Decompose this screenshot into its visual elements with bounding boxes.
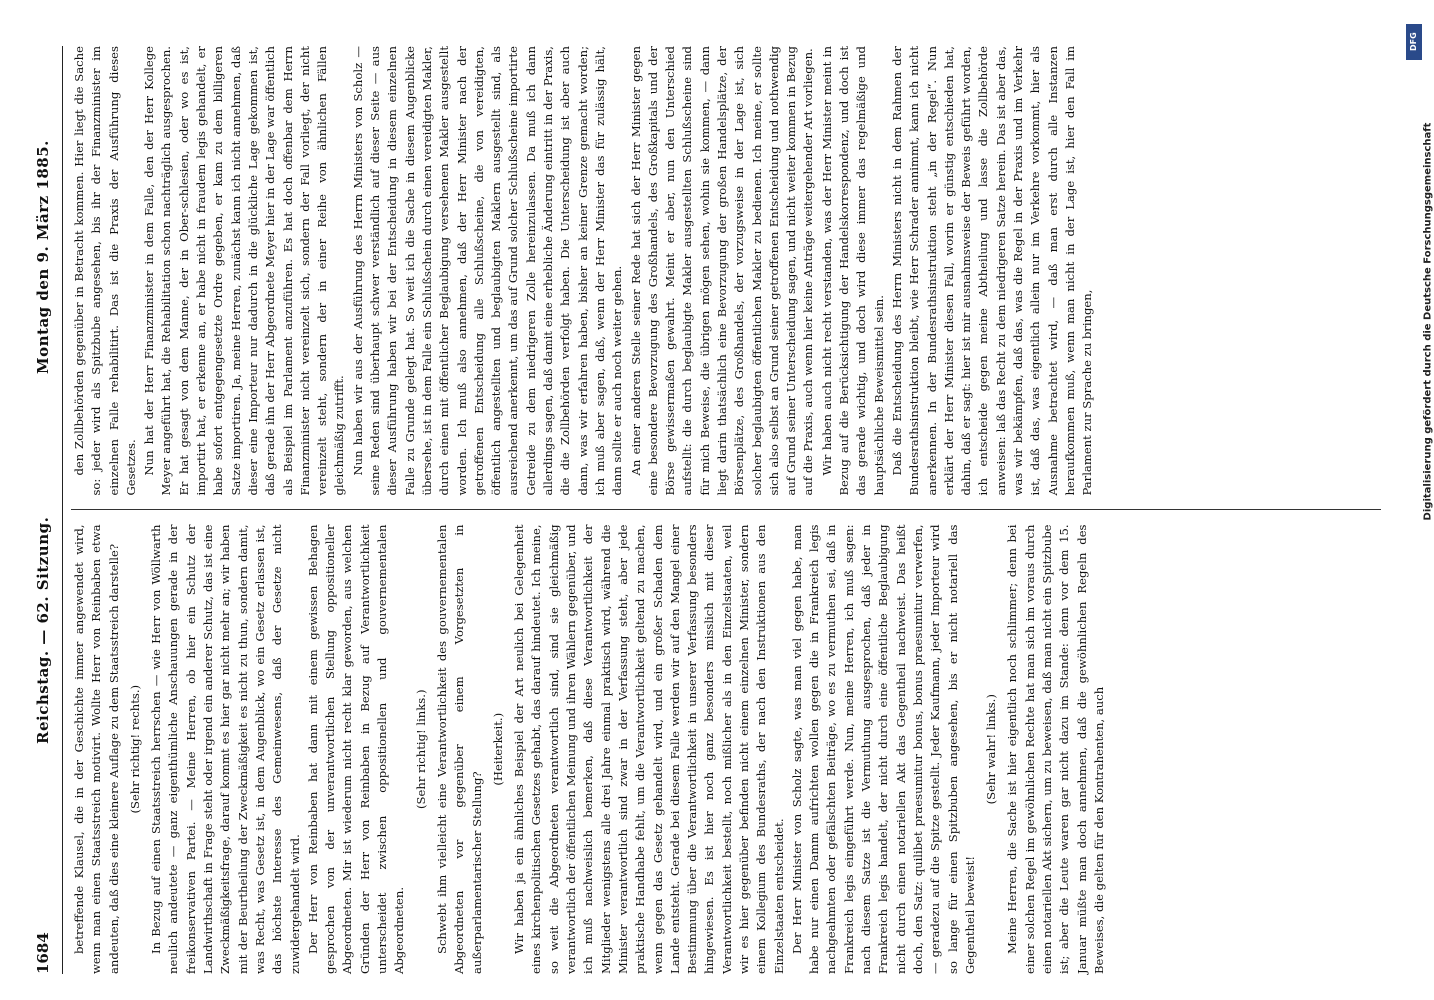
paragraph: Wir haben auch nicht recht verstanden, was der Herr Minister meint in Bezug auf die Berücksichtigung der Handelskorrespondenz, und doch ist das gerade wichtig, und doch wird diese immer das regelmäßige und hauptsächliche Beweismittel sein. bbox=[819, 46, 886, 496]
paragraph: Daß die Entscheidung des Herrn Ministers nicht in dem Rahmen der Bundesrathsinstruktion bleibt, wie Herr Schrader annimmt, kann ich nicht anerkennen. In der Bundesrathsinstruktion steht „in der Regel“. Nun erklärt der Herr Minister diesen Fall, worin er günstig entschieden hat, dahin, daß er sagt: hier ist mir ausnahmsweise der Beweis geführt worden, ich entscheide gegen meine Abtheilung und lasse die Zollbehörde anweisen: laß das Recht zu dem niedrigeren Satze herein. Das ist aber das, was wir bekämpfen, daß das, was die Regel in der Praxis und im Verkehr ist, daß das, was eigentlich allein nur im Verkehre vorkommt, hier als Ausnahme betrachtet wird, — daß man erst durch alle Instanzen heraufkommen muß, wenn man nicht in der Lage ist, hier den Fall im Parlament zur Sprache zu bringen, bbox=[889, 46, 1095, 496]
session-date: Montag den 9. März 1885. bbox=[34, 140, 52, 374]
paragraph: Der Herr Minister von Scholz sagte, was man viel gegen habe, man habe nur einen Damm aufrichten wollen gegen die in Frankreich legis nachgeahmten oder gefälschten Beiträge, wo es zu vermuthen sei, daß in Frankreich legis eingeführt werde. Nun, meine Herren, ich muß sagen: nach diesem Satze ist die Vermuthung ausgesprochen, daß jeder in Frankreich legis handelt, der nicht durch eine öffentliche Beglaubigung nicht durch einen notariellen Akt das Gegentheil nachweist. Das heißt doch, den Satz: quilibet praesumitur bonus, bonus praesumitur verwerfen, — geradezu auf die Spitze gestellt. Jeder Kaufmann, jeder Importeur wird so lange für einen Spitzbuben angesehen, bis er nicht notariell das Gegentheil beweist! bbox=[789, 524, 977, 974]
column-divider bbox=[71, 510, 1381, 511]
interjection: (Sehr richtig! rechts.) bbox=[127, 684, 142, 814]
paragraph: Schwebt ihm vielleicht eine Verantwortlichkeit des gouvernementalen Abgeordneten vor gegenüber einem Vorgesetzten in außerparlamentarischer Stellung? bbox=[434, 524, 484, 974]
paragraph: Nun hat der Herr Finanzminister in dem Falle, den der Herr Kollege Meyer angeführt hat, die Rehabilitation schon nachträglich ausgesprochen. Er hat gesagt von dem Manne, der in Ober-schlesien, oder wo es ist, importirt hat, er erkenne an, er habe nicht in fraudem legis gehandelt, er habe sofort entgegengesetzte Ordre gegeben, er kam zu dem billigeren Satze importiren. Ja, meine Herren, zunächst kann ich nicht annehmen, daß dieser eine Importeur nur dadurch in die glückliche Lage gekommen ist, daß gerade ihn der Herr Abgeordnete Meyer hier in der Lage war öffentlich als Beispiel im Parlament anzuführen. Es hat doch offenbar dem Herrn Finanzminister nicht vereinzelt sich, sondern der Fall vorliegt, der nicht vereinzelt steht, sondern der in einer Reihe von ähnlichen Fällen gleichmäßig zutrifft. bbox=[142, 46, 347, 496]
left-column bbox=[71, 524, 1381, 974]
interjection: (Heiterkeit.) bbox=[490, 712, 505, 786]
page-header bbox=[28, 46, 63, 974]
paragraph: In Bezug auf einen Staatsstreich herrschen — wie Herr von Wöllwarth neulich andeutete — ganz eigenthümliche Anschauungen gerade in der freikonservativen Partei. — Meine Herren, ob hier ein Schutz der Landwirthschaft in Frage steht oder irgend ein anderer Schutz, das ist eine Zweckmäßigkeitsfrage, darauf kommt es hier gar nicht mehr an; wir haben mit der Beurtheilung der Zweckmäßigkeit es nicht zu thun, sondern damit, was Recht, was Gesetz ist, in dem Augenblick, wo ein Gesetz erlassen ist, das höchste Interesse des Gemeinwesens, daß der Gesetze nicht zuwidergehandelt wird. bbox=[149, 524, 302, 974]
paragraph: Der Herr von Reinbaben hat dann mit einem gewissen Behagen gesprochen von der unverantwortlichen Stellung oppositioneller Abgeordneten. Mir ist wiederum nicht recht klar geworden, aus welchen Gründen der Herr von Reinbaben in Bezug auf Verantwortlichkeit unterscheidet zwischen oppositionellen und gouvernementalen Abgeordneten. bbox=[305, 524, 407, 974]
credit-text: Digitalisierung gefördert durch die Deutsche Forschungsgemeinschaft bbox=[1422, 122, 1434, 521]
dfg-logo: DFG bbox=[1406, 24, 1422, 60]
paragraph: Wir haben ja ein ähnliches Beispiel der Art neulich bei Gelegenheit eines kirchenpolitischen Gesetzes gehabt, das darauf hindeutet. Ich meine, so weit die Abgeordneten verantwortlich sind, sind sie gleichmäßig verantwortlich der öffentlichen Meinung und ihren Wählern gegenüber, und ich muß nachweislich bemerken, daß diese Verantwortlichkeit der Mitglieder wenigstens alle drei Jahre einmal praktisch wird, während die Minister verantwortlich sind zwar in der Verfassung steht, aber jede praktische Handhabe fehlt, um die Verantwortlichkeit geltend zu machen, wenn gegen das Gesetz gehandelt wird, und ein großer Schaden dem Lande entsteht. Gerade bei diesem Falle werden wir auf den Mangel einer Bestimmung über die Verantwortlichkeit in unserer Verfassung besonders hingewiesen. Es ist hier noch ganz besonders misslich mit dieser Verantwortlichkeit bestellt, noch mißlicher als in den Einzelstaaten, weil wir es hier gegenüber befinden nicht einem einzelnen Minister, sondern einem Kollegium des Bundesraths, der nach den Instruktionen aus den Einzelstaaten entscheidet. bbox=[512, 524, 786, 974]
page-number: 1684 bbox=[34, 932, 52, 974]
paragraph: An einer anderen Stelle seiner Rede hat sich der Herr Minister gegen eine besondere Bevorzugung des Großhandels, des Großkapitals und der Börse gewissermaßen gewahrt. Meint er aber, nun den Unterschied aufstellt: die durch beglaubigte Makler ausgestellten Schlußscheine sind für mich Beweise, die übrigen mögen sehen, wohin sie kommen, — dann liegt darin thatsächlich eine Bevorzugung der großen Handelsplätze, der Börsenplätze, des Großhandels, der vorzugsweise in der Lage ist, sich solcher beglaubigten öffentlichen Makler zu bedienen. Ich meine, er sollte sich also selbst an Grund seiner getroffenen Entscheidung und nothwendig auf Grund seiner Unterscheidung sagen, und nicht weiter kommen in Bezug auf die Praxis, auch wenn hier keine Anträge weitergehender Art vorliegen. bbox=[628, 46, 816, 496]
interjection: (Sehr richtig! links.) bbox=[413, 689, 428, 809]
session-title: Reichstag. — 62. Sitzung. bbox=[34, 516, 52, 744]
right-column bbox=[71, 46, 1381, 496]
text-columns bbox=[71, 46, 1381, 974]
paragraph: den Zollbehörden gegenüber in Betracht kommen. Hier liegt die Sache so: jeder wird als Spitzbube angesehen, bis ihr der Finanzminister im einzelnen Falle rehabilitirt. Das ist die Praxis der Ausführung dieses Gesetzes. bbox=[72, 46, 138, 496]
digitization-credit bbox=[1408, 16, 1434, 656]
interjection: (Sehr wahr! links.) bbox=[984, 694, 999, 805]
paragraph: Meine Herren, die Sache ist hier eigentlich noch schlimmer; denn bei einer solchen Regel im gewöhnlichen Rechte hat man sich im voraus durch einen notariellen Akt sichern, um zu beweisen, daß man nicht ein Spitzbube ist; aber die Leute waren gar nicht dazu im Stande: denn vor dem 15. Januar müßte man doch annehmen, daß die gewöhnlichen Regeln des Beweises, die gelten für den Kontrahenten, auch bbox=[1005, 524, 1106, 974]
paragraph: betreffende Klausel, die in der Geschichte immer angewendet wird, wenn man einen Staatsstreich motivirt. Wollte Herr von Reinbaben etwa andeuten, daß dies eine kleinere Auflage zu dem Staatsstreich darstelle? bbox=[72, 524, 121, 974]
paragraph: Nun haben wir aus der Ausführung des Herrn Ministers von Scholz — seine Reden sind überhaupt schwer verständlich auf dieser Seite — aus dieser Ausführung haben wir bei der Entscheidung in diesem einzelnen Falle zu Grunde gelegt hat. So weit ich die Sache in diesem Augenblicke übersehe, ist in dem Falle ein Schlußschein durch einen vereidigten Makler, durch einen mit öffentlicher Beglaubigung versehenen Makler ausgestellt worden. Ich muß also annehmen, daß der Herr Minister nach der getroffenen Entscheidung alle Schlußscheine, die von vereidigten, öffentlich angestellten und beglaubigten Maklern ausgestellt sind, als ausreichend anerkennt, um das auf Grund solcher Schlußscheine importirte Getreide zu dem niedrigeren Zolle hereinzulassen. Da muß ich dann allerdings sagen, daß damit eine erhebliche Änderung eintritt in der Praxis, die die Zollbehörden verfolgt haben. Die Unterscheidung ist aber auch dann, was wir erfahren haben, bisher an keiner Grenze gemacht worden; ich muß aber sagen, daß, wenn der Herr Minister das für zulässig hält, dann sollte er auch noch weiter gehen. bbox=[350, 46, 625, 496]
